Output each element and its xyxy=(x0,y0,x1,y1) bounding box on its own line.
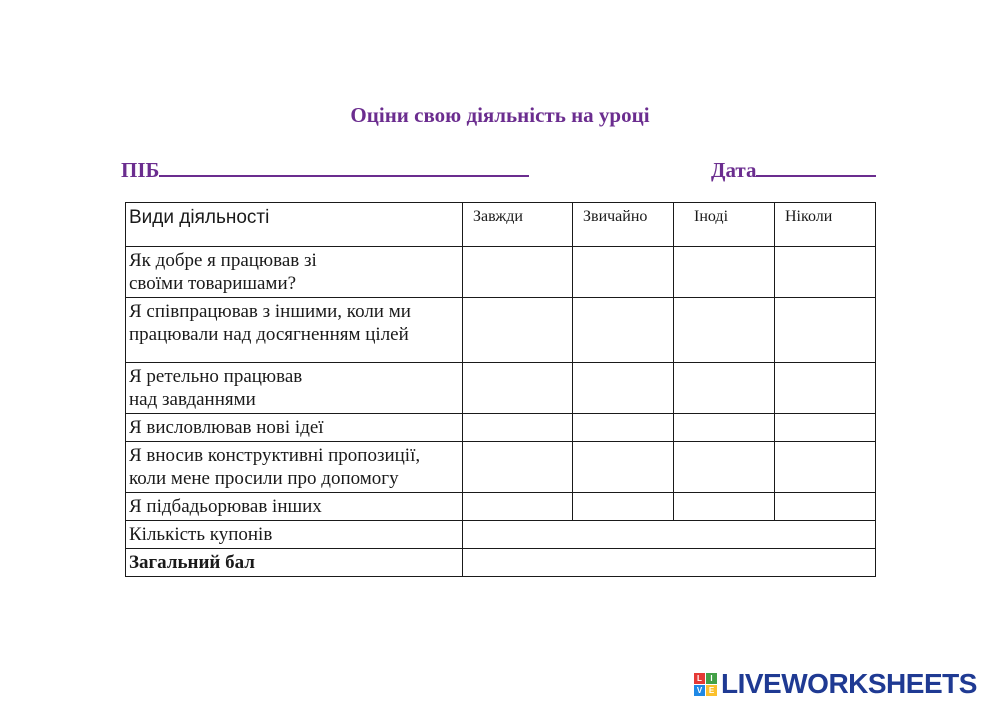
answer-cell[interactable] xyxy=(463,414,573,442)
activity-line: Я співпрацював з іншими, коли ми xyxy=(129,301,411,322)
date-field xyxy=(711,157,876,183)
answer-cell[interactable] xyxy=(573,363,674,414)
answer-cell[interactable] xyxy=(674,247,775,298)
page-title: Оціни свою діяльність на уроці xyxy=(350,103,650,127)
activity-cell xyxy=(126,247,463,298)
activity-line: Як добре я працював зі xyxy=(129,250,317,271)
activity-cell xyxy=(126,363,463,414)
activity-line: своїми товаришами? xyxy=(129,273,297,294)
answer-cell[interactable] xyxy=(775,442,876,493)
activity-cell: Я підбадьорював інших xyxy=(126,493,463,521)
name-label: ПІБ xyxy=(121,158,160,182)
name-blank[interactable] xyxy=(159,157,529,177)
table-row xyxy=(126,363,876,414)
answer-cell[interactable] xyxy=(775,298,876,363)
logo-mark-letter: L xyxy=(694,673,705,684)
answer-cell[interactable] xyxy=(573,442,674,493)
coupons-row xyxy=(126,521,876,549)
coupons-value-cell[interactable] xyxy=(463,521,876,549)
header-usually: Звичайно xyxy=(573,203,674,247)
table-row xyxy=(126,414,876,442)
answer-cell[interactable] xyxy=(463,442,573,493)
header-row xyxy=(126,203,876,247)
logo-mark-letter: E xyxy=(706,685,717,696)
total-row xyxy=(126,549,876,577)
header-sometimes: Іноді xyxy=(674,203,775,247)
activity-line: працювали над досягненням цілей xyxy=(129,324,409,345)
date-blank[interactable] xyxy=(756,157,876,177)
activity-line: над завданнями xyxy=(129,389,256,410)
logo-text: LIVEWORKSHEETS xyxy=(721,668,977,699)
answer-cell[interactable] xyxy=(775,414,876,442)
answer-cell[interactable] xyxy=(573,493,674,521)
answer-cell[interactable] xyxy=(674,414,775,442)
activity-line: Я вносив конструктивні пропозиції, xyxy=(129,445,421,466)
answer-cell[interactable] xyxy=(463,493,573,521)
total-label: Загальний бал xyxy=(126,549,463,577)
table-row xyxy=(126,247,876,298)
logo-mark-icon xyxy=(694,673,717,696)
logo-mark-letter: I xyxy=(706,673,717,684)
answer-cell[interactable] xyxy=(775,363,876,414)
self-assessment-table xyxy=(125,202,876,577)
table-row xyxy=(126,298,876,363)
answer-cell[interactable] xyxy=(674,493,775,521)
logo-mark-letter: V xyxy=(694,685,705,696)
header-activities: Види діяльності xyxy=(126,203,463,247)
activity-line: Я ретельно працював xyxy=(129,366,303,387)
answer-cell[interactable] xyxy=(775,247,876,298)
table-row xyxy=(126,442,876,493)
coupons-label: Кількість купонів xyxy=(126,521,463,549)
answer-cell[interactable] xyxy=(775,493,876,521)
name-field xyxy=(121,157,529,183)
activity-cell xyxy=(126,298,463,363)
answer-cell[interactable] xyxy=(463,298,573,363)
answer-cell[interactable] xyxy=(463,247,573,298)
header-always: Завжди xyxy=(463,203,573,247)
table-row xyxy=(126,493,876,521)
activity-cell xyxy=(126,442,463,493)
answer-cell[interactable] xyxy=(674,298,775,363)
answer-cell[interactable] xyxy=(674,442,775,493)
activity-cell: Я висловлював нові ідеї xyxy=(126,414,463,442)
total-value-cell[interactable] xyxy=(463,549,876,577)
answer-cell[interactable] xyxy=(674,363,775,414)
answer-cell[interactable] xyxy=(573,298,674,363)
answer-cell[interactable] xyxy=(573,414,674,442)
answer-cell[interactable] xyxy=(573,247,674,298)
date-label: Дата xyxy=(711,158,757,182)
answer-cell[interactable] xyxy=(463,363,573,414)
activity-line: коли мене просили про допомогу xyxy=(129,468,399,489)
header-never: Ніколи xyxy=(775,203,876,247)
liveworksheets-logo xyxy=(694,668,977,700)
